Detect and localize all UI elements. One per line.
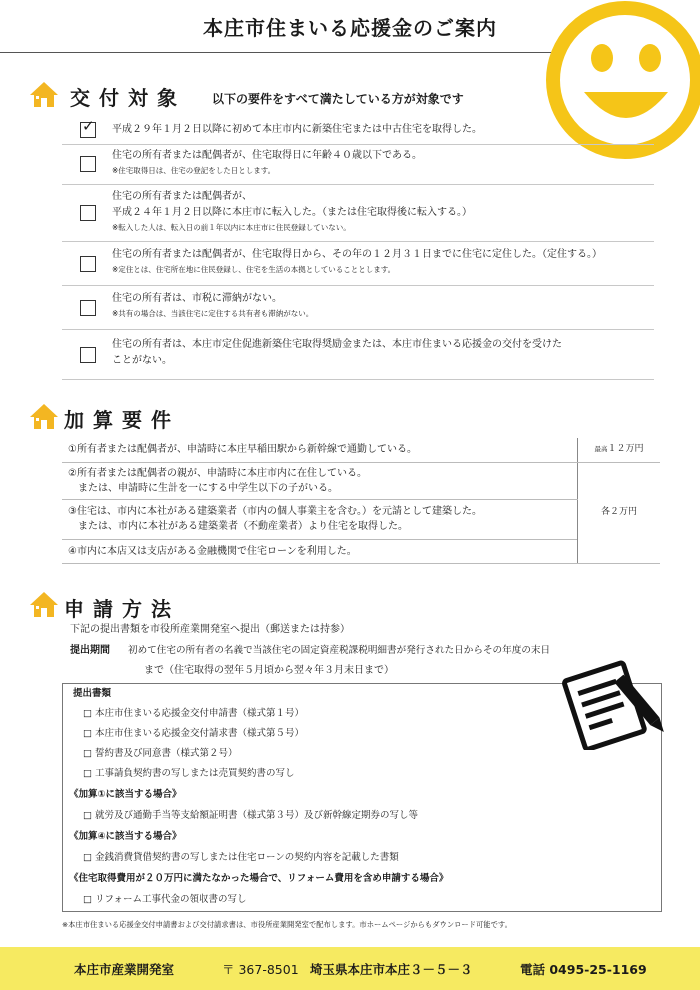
- footer-postal: 〒 367-8501: [222, 962, 299, 977]
- bonus-condition: ④市内に本店又は支店がある金融機関で住宅ローンを利用した。: [62, 539, 578, 563]
- requirement-note: ※住宅取得日は、住宅の登記をした日とします。: [112, 166, 276, 175]
- document-item: □ 誓約書及び同意書（様式第２号）: [83, 748, 238, 759]
- requirement-note: ※共有の場合は、当該住宅に定住する共有者も滞納がない。: [112, 309, 314, 318]
- document-item: □ リフォーム工事代金の領収書の写し: [83, 894, 247, 905]
- requirement-row: [62, 144, 654, 185]
- section-subtitle-eligibility: 以下の要件をすべて満たしている方が対象です: [212, 92, 464, 106]
- requirement-text: 住宅の所有者または配偶者が、: [112, 191, 252, 202]
- footer-phone: 電話 0495-25-1169: [520, 962, 647, 977]
- table-row: [62, 499, 660, 539]
- requirement-row: [62, 116, 654, 145]
- requirement-row: [62, 285, 654, 330]
- document-item: □ 本庄市住まいる応援金交付申請書（様式第１号）: [83, 708, 304, 719]
- documents-subheading: 《加算①に該当する場合》: [69, 789, 182, 800]
- requirement-note: ※転入した人は、転入日の前１年以内に本庄市に住民登録していない。: [112, 223, 351, 232]
- application-intro: 下記の提出書類を市役所産業開発室へ提出（郵送または持参）: [70, 624, 350, 635]
- house-icon: [28, 589, 60, 619]
- house-icon: [28, 401, 60, 431]
- bonus-amount-each: 各２万円: [578, 462, 661, 563]
- table-row: [62, 539, 660, 563]
- document-item: □ 金銭消費貸借契約書の写しまたは住宅ローンの契約内容を記載した書類: [83, 852, 399, 863]
- documents-heading: 提出書類: [73, 688, 112, 699]
- document-item: □ 就労及び通勤手当等支給額証明書（様式第３号）及び新幹線定期券の写し等: [83, 810, 418, 821]
- section-title-bonus: 加算要件: [64, 408, 180, 432]
- requirement-row: [62, 184, 654, 242]
- footer-address: 埼玉県本庄市本庄３－５－３: [310, 962, 473, 977]
- period-text: 初めて住宅の所有者の名義で当該住宅の固定資産税課税明細書が発行された日からその年度の末日: [128, 645, 551, 656]
- section-title-eligibility: 交付対象: [70, 86, 186, 110]
- requirement-row: [62, 241, 654, 286]
- house-icon: [28, 79, 60, 109]
- requirement-text: 住宅の所有者または配偶者が、住宅取得日から、その年の１２月３１日までに住宅に定住した。（定住する。）: [112, 249, 602, 260]
- requirement-text: 住宅の所有者または配偶者が、住宅取得日に年齢４０歳以下である。: [112, 150, 422, 161]
- documents-subheading: 《加算④に該当する場合》: [69, 831, 182, 842]
- bonus-table: [62, 438, 660, 564]
- table-row: [62, 462, 660, 499]
- bonus-condition: ②所有者または配偶者の親が、申請時に本庄市内に在住している。 または、申請時に生計を一にする中学生以下の子がいる。: [62, 462, 578, 499]
- requirement-text-line2: ことがない。: [112, 355, 172, 366]
- checkbox-checked[interactable]: [80, 117, 96, 138]
- document-item: □ 本庄市住まいる応援金交付請求書（様式第５号）: [83, 728, 304, 739]
- bonus-condition: ①所有者または配偶者が、申請時に本庄早稲田駅から新幹線で通勤している。: [62, 438, 578, 462]
- documents-subheading: 《住宅取得費用が２０万円に満たなかった場合で、リフォーム費用を含め申請する場合》: [69, 873, 449, 884]
- period-text-line2: まで（住宅取得の翌年５月頃から翌々年３月末日まで）: [144, 665, 394, 676]
- section-title-application: 申請方法: [64, 597, 180, 621]
- footer-contact: [0, 947, 700, 990]
- checkbox[interactable]: [80, 300, 96, 316]
- period-label: 提出期間: [70, 645, 110, 656]
- checkbox[interactable]: [80, 256, 96, 272]
- checkbox[interactable]: [80, 156, 96, 172]
- requirement-text: 住宅の所有者は、市税に滞納がない。: [112, 293, 282, 304]
- requirement-text: 住宅の所有者は、本庄市定住促進新築住宅取得奨励金または、本庄市住まいる応援金の交付を受けた: [112, 339, 562, 350]
- page-title: 本庄市住まいる応援金のご案内: [203, 16, 497, 40]
- checkmark-icon: ✓: [82, 117, 95, 135]
- requirement-text-line2: 平成２４年１月２日以降に本庄市に転入した。（または住宅取得後に転入する。）: [112, 207, 472, 218]
- footnote: ※本庄市住まいる応援金交付申請書および交付請求書は、市役所産業開発室で配布します。市ホームページからもダウンロード可能です。: [62, 920, 512, 929]
- checkbox[interactable]: [80, 205, 96, 221]
- table-row: [62, 438, 660, 462]
- document-item: □ 工事請負契約書の写しまたは売買契約書の写し: [83, 768, 295, 779]
- document-pen-icon: [560, 660, 670, 750]
- requirement-text: 平成２９年１月２日以降に初めて本庄市内に新築住宅または中古住宅を取得した。: [112, 124, 482, 135]
- title-rule: [0, 52, 560, 53]
- bonus-amount-max: 最高１２万円: [578, 438, 661, 462]
- requirement-note: ※定住とは、住宅所在地に住民登録し、住宅を生活の本拠としていることとします。: [112, 265, 396, 274]
- footer-office: 本庄市産業開発室: [74, 962, 175, 977]
- requirement-row: [62, 329, 654, 380]
- checkbox[interactable]: [80, 347, 96, 363]
- bonus-condition: ③住宅は、市内に本社がある建築業者（市内の個人事業主を含む。）を元請として建築した。 または、市内に本社がある建築業者（不動産業者）より住宅を取得した。: [62, 499, 578, 539]
